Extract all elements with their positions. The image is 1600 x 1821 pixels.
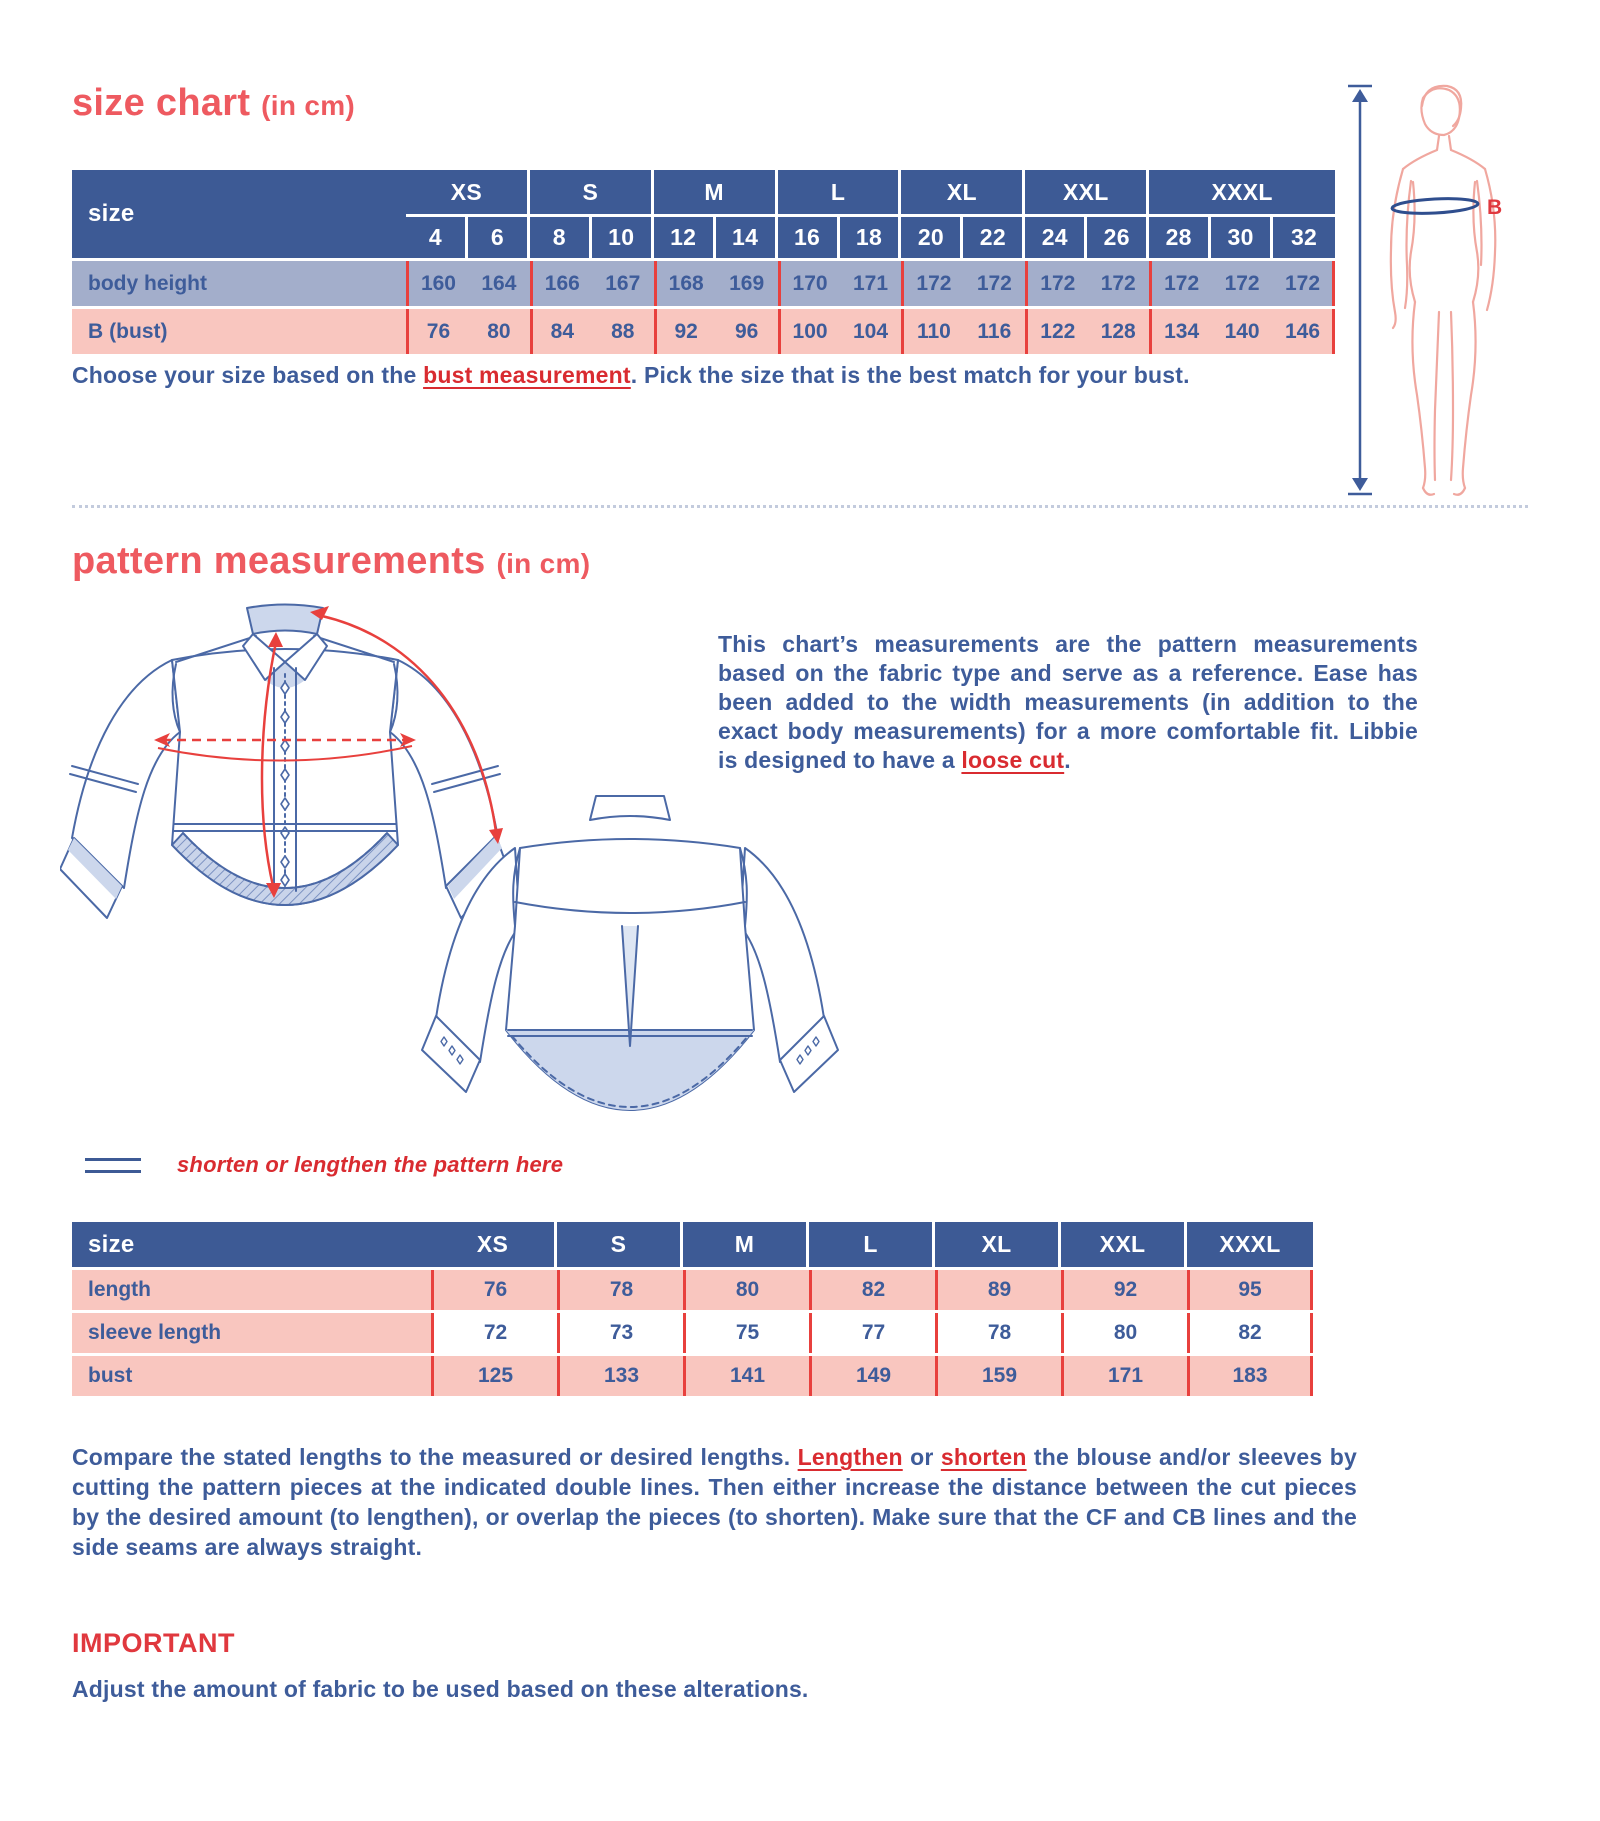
body-figure-illustration — [1335, 80, 1515, 500]
numeric-size-header: 26 — [1087, 217, 1149, 258]
size-table-value-cell: 100 — [778, 309, 840, 354]
size-table-value-cell: 84 — [530, 309, 592, 354]
pattern-table-value-cell: 78 — [557, 1270, 683, 1310]
size-table-value-cell: 146 — [1273, 309, 1335, 354]
numeric-size-header: 4 — [406, 217, 468, 258]
pattern-table-value-cell: 125 — [431, 1356, 557, 1396]
pattern-table-row-label: sleeve length — [72, 1313, 431, 1353]
size-table-value-cell: 76 — [406, 309, 468, 354]
size-group-header-xs: XS — [406, 170, 530, 214]
size-table-value-cell: 166 — [530, 261, 592, 306]
size-group-header-s: S — [530, 170, 654, 214]
pattern-measurements-title-unit: (in cm) — [496, 548, 591, 579]
numeric-size-header: 18 — [840, 217, 902, 258]
legend-row — [85, 1152, 563, 1178]
numeric-size-header: 30 — [1211, 217, 1273, 258]
pattern-table-value-cell: 133 — [557, 1356, 683, 1396]
size-table-value-cell: 171 — [840, 261, 902, 306]
highlight-text: shorten — [940, 1444, 1027, 1470]
size-chart-title-text: size chart — [72, 82, 251, 124]
text-segment: the blouse and/or sleeves by cutting the pattern pieces at the indicated double lines. Then either increase the distance between the cut pieces by the desired amount (to lengthen), or overlap the pieces (to shorten). Make sure that the CF and CB lines and the side seams are always straight. — [72, 1444, 1357, 1560]
pattern-table-value-cell: 95 — [1187, 1270, 1313, 1310]
numeric-size-header: 32 — [1273, 217, 1335, 258]
numeric-size-header: 10 — [592, 217, 654, 258]
highlight-text: Lengthen — [797, 1444, 903, 1470]
highlight-text: loose cut — [961, 747, 1065, 773]
bust-letter-label: B — [1487, 196, 1503, 219]
size-group-header-xxl: XXL — [1025, 170, 1149, 214]
size-table-row-label: body height — [72, 261, 406, 306]
pattern-table-value-cell: 75 — [683, 1313, 809, 1353]
size-table-value-cell: 134 — [1149, 309, 1211, 354]
text-segment: . Pick the size that is the best match for your bust. — [630, 362, 1190, 388]
size-table-value-cell: 172 — [901, 261, 963, 306]
pattern-table-value-cell: 82 — [1187, 1313, 1313, 1353]
size-table-value-cell: 167 — [592, 261, 654, 306]
section-divider — [72, 505, 1528, 508]
size-group-header-xl: XL — [901, 170, 1025, 214]
important-text: Adjust the amount of fabric to be used based on these alterations. — [72, 1676, 809, 1702]
pattern-column-header-xxl: XXL — [1061, 1222, 1187, 1267]
pattern-table-value-cell: 73 — [557, 1313, 683, 1353]
numeric-size-header: 12 — [654, 217, 716, 258]
size-group-header-m: M — [654, 170, 778, 214]
size-table-value-cell: 96 — [716, 309, 778, 354]
size-table-value-cell: 172 — [1149, 261, 1211, 306]
pattern-column-header-xl: XL — [935, 1222, 1061, 1267]
pattern-column-header-xxxl: XXXL — [1187, 1222, 1313, 1267]
size-table-value-cell: 172 — [963, 261, 1025, 306]
pattern-table-value-cell: 77 — [809, 1313, 935, 1353]
pattern-table-value-cell: 72 — [431, 1313, 557, 1353]
size-advice-text — [72, 360, 1190, 390]
size-group-header-l: L — [778, 170, 902, 214]
size-table-value-cell: 170 — [778, 261, 840, 306]
size-table-value-cell: 160 — [406, 261, 468, 306]
pattern-table-corner-cell: size — [72, 1222, 431, 1267]
size-table-value-cell: 110 — [901, 309, 963, 354]
size-table-value-cell: 128 — [1087, 309, 1149, 354]
pattern-table-value-cell: 149 — [809, 1356, 935, 1396]
size-group-header-xxxl: XXXL — [1149, 170, 1335, 214]
numeric-size-header: 6 — [468, 217, 530, 258]
size-table-row-label: B (bust) — [72, 309, 406, 354]
pattern-column-header-xs: XS — [431, 1222, 557, 1267]
double-line-icon — [85, 1158, 141, 1173]
size-table-value-cell: 80 — [468, 309, 530, 354]
woman-sketch — [1391, 86, 1495, 495]
blouse-back-illustration — [420, 790, 840, 1115]
pattern-table-value-cell: 89 — [935, 1270, 1061, 1310]
pattern-table-value-cell: 78 — [935, 1313, 1061, 1353]
pattern-measurements-table — [72, 1222, 1313, 1396]
pattern-table-value-cell: 82 — [809, 1270, 935, 1310]
size-table-value-cell: 164 — [468, 261, 530, 306]
back-collar-stand — [590, 796, 670, 820]
size-table-value-cell: 88 — [592, 309, 654, 354]
size-chart-table — [72, 170, 1335, 354]
size-table-value-cell: 122 — [1025, 309, 1087, 354]
size-table-value-cell: 169 — [716, 261, 778, 306]
alteration-instructions-text — [72, 1442, 1357, 1562]
size-table-value-cell: 116 — [963, 309, 1025, 354]
legend-label: shorten or lengthen the pattern here — [177, 1152, 564, 1177]
text-segment: . — [1064, 747, 1071, 773]
pattern-table-row-label: length — [72, 1270, 431, 1310]
ease-description-text — [718, 630, 1418, 775]
numeric-size-header: 22 — [963, 217, 1025, 258]
size-table-value-cell: 172 — [1273, 261, 1335, 306]
numeric-size-header: 14 — [716, 217, 778, 258]
size-table-corner-cell: size — [72, 170, 406, 258]
bust-measure-line — [1392, 197, 1479, 215]
pattern-table-value-cell: 171 — [1061, 1356, 1187, 1396]
numeric-size-header: 8 — [530, 217, 592, 258]
pattern-table-value-cell: 80 — [1061, 1313, 1187, 1353]
front-collar-band — [247, 605, 323, 635]
size-table-value-cell: 168 — [654, 261, 716, 306]
text-segment: Compare the stated lengths to the measured or desired lengths. — [72, 1444, 798, 1470]
size-table-value-cell: 172 — [1211, 261, 1273, 306]
pattern-column-header-l: L — [809, 1222, 935, 1267]
size-chart-title — [72, 82, 355, 125]
pattern-measurements-title-text: pattern measurements — [72, 540, 486, 582]
pattern-table-value-cell: 80 — [683, 1270, 809, 1310]
text-segment: Choose your size based on the — [72, 362, 424, 388]
important-heading: IMPORTANT — [72, 1628, 235, 1658]
pattern-table-value-cell: 76 — [431, 1270, 557, 1310]
numeric-size-header: 24 — [1025, 217, 1087, 258]
height-arrow-icon — [1348, 86, 1372, 494]
text-segment: This chart’s measurements are the pattern measurements based on the fabric type and serve as a reference. Ease has been added to the width measurements (in addition to the exact body measurements) for a more comfortable fit. Libbie is designed to have a — [718, 631, 1418, 773]
highlight-text: bust measurement — [423, 362, 631, 388]
numeric-size-header: 16 — [778, 217, 840, 258]
pattern-table-row-label: bust — [72, 1356, 431, 1396]
pattern-table-value-cell: 141 — [683, 1356, 809, 1396]
pattern-table-value-cell: 159 — [935, 1356, 1061, 1396]
size-table-value-cell: 172 — [1025, 261, 1087, 306]
size-chart-title-unit: (in cm) — [261, 90, 356, 121]
size-table-value-cell: 104 — [840, 309, 902, 354]
numeric-size-header: 28 — [1149, 217, 1211, 258]
text-segment: or — [902, 1444, 941, 1470]
pattern-column-header-s: S — [557, 1222, 683, 1267]
pattern-column-header-m: M — [683, 1222, 809, 1267]
size-table-value-cell: 92 — [654, 309, 716, 354]
size-table-value-cell: 172 — [1087, 261, 1149, 306]
pattern-table-value-cell: 183 — [1187, 1356, 1313, 1396]
numeric-size-header: 20 — [901, 217, 963, 258]
pattern-table-value-cell: 92 — [1061, 1270, 1187, 1310]
size-table-value-cell: 140 — [1211, 309, 1273, 354]
pattern-measurements-title — [72, 540, 590, 583]
